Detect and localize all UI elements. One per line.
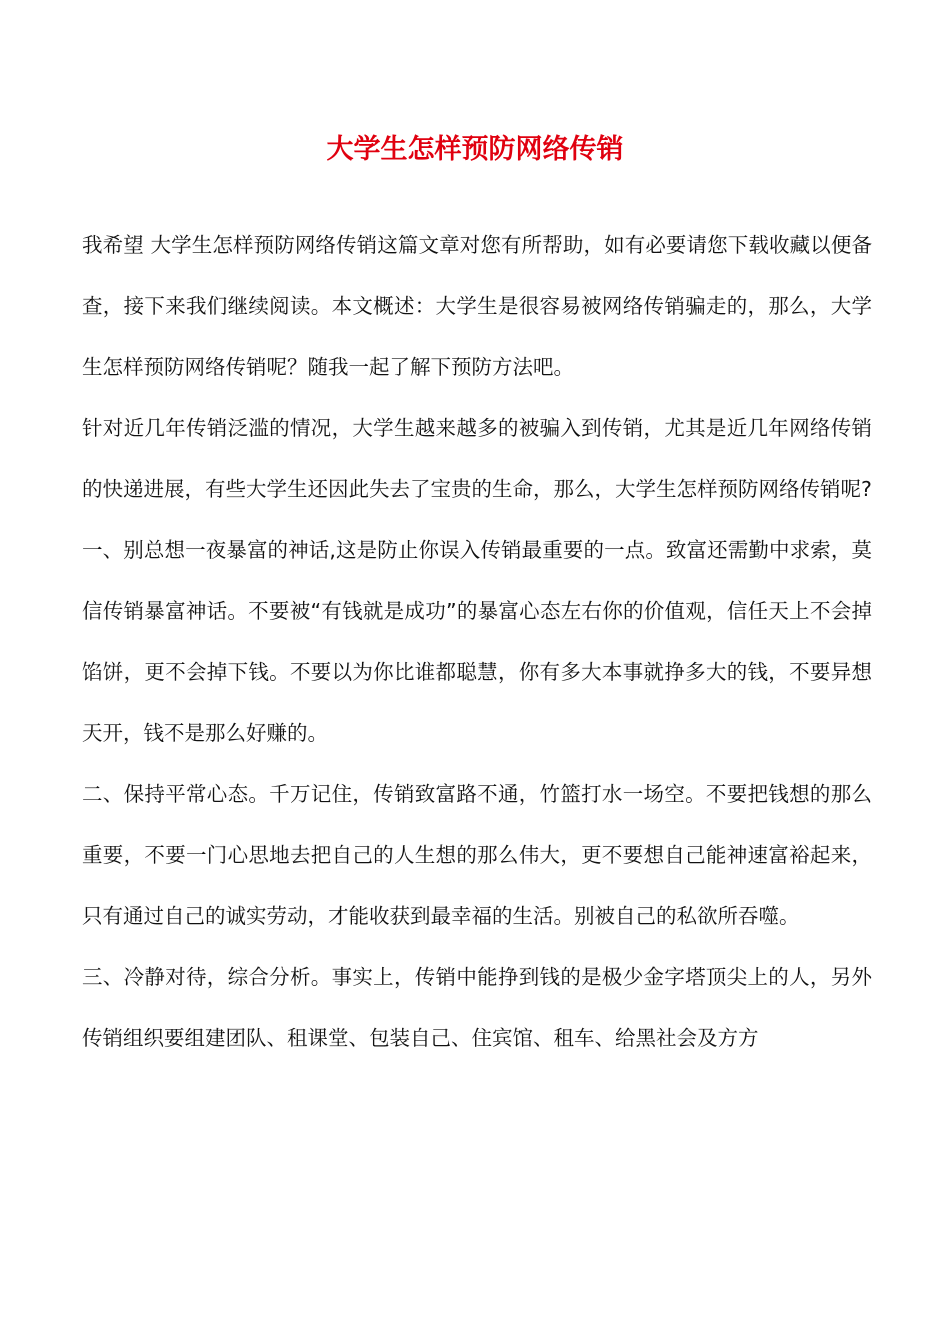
tip-three-paragraph: 三、冷静对待，综合分析。事实上，传销中能挣到钱的是极少金字塔顶尖上的人，另外传销组织要组建团队、租课堂、包装自己、住宾馆、租车、给黑社会及方方 <box>82 965 872 1050</box>
document-body <box>82 215 872 1069</box>
tip-two-paragraph: 二、保持平常心态。千万记住，传销致富路不通，竹篮打水一场空。不要把钱想的那么重要，不要一门心思地去把自己的人生想的那么伟大，更不要想自己能神速富裕起来，只有通过自己的诚实劳动，才能收获到最幸福的生活。别被自己的私欲所吞噬。 <box>82 782 872 928</box>
intro-paragraph: 我希望 大学生怎样预防网络传销这篇文章对您有所帮助，如有必要请您下载收藏以便备查，接下来我们继续阅读。本文概述：大学生是很容易被网络传销骗走的，那么，大学生怎样预防网络传销呢？随我一起了解下预防方法吧。 <box>82 233 872 379</box>
tip-one-paragraph: 一、别总想一夜暴富的神话,这是防止你误入传销最重要的一点。致富还需勤中求索，莫信传销暴富神话。不要被“有钱就是成功”的暴富心态左右你的价值观，信任天上不会掉馅饼，更不会掉下钱。不要以为你比谁都聪慧，你有多大本事就挣多大的钱，不要异想天开，钱不是那么好赚的。 <box>82 538 872 745</box>
document-title: 大学生怎样预防网络传销 <box>326 134 624 165</box>
background-paragraph: 针对近几年传销泛滥的情况，大学生越来越多的被骗入到传销，尤其是近几年网络传销的快递进展，有些大学生还因此失去了宝贵的生命，那么，大学生怎样预防网络传销呢? <box>82 416 872 501</box>
